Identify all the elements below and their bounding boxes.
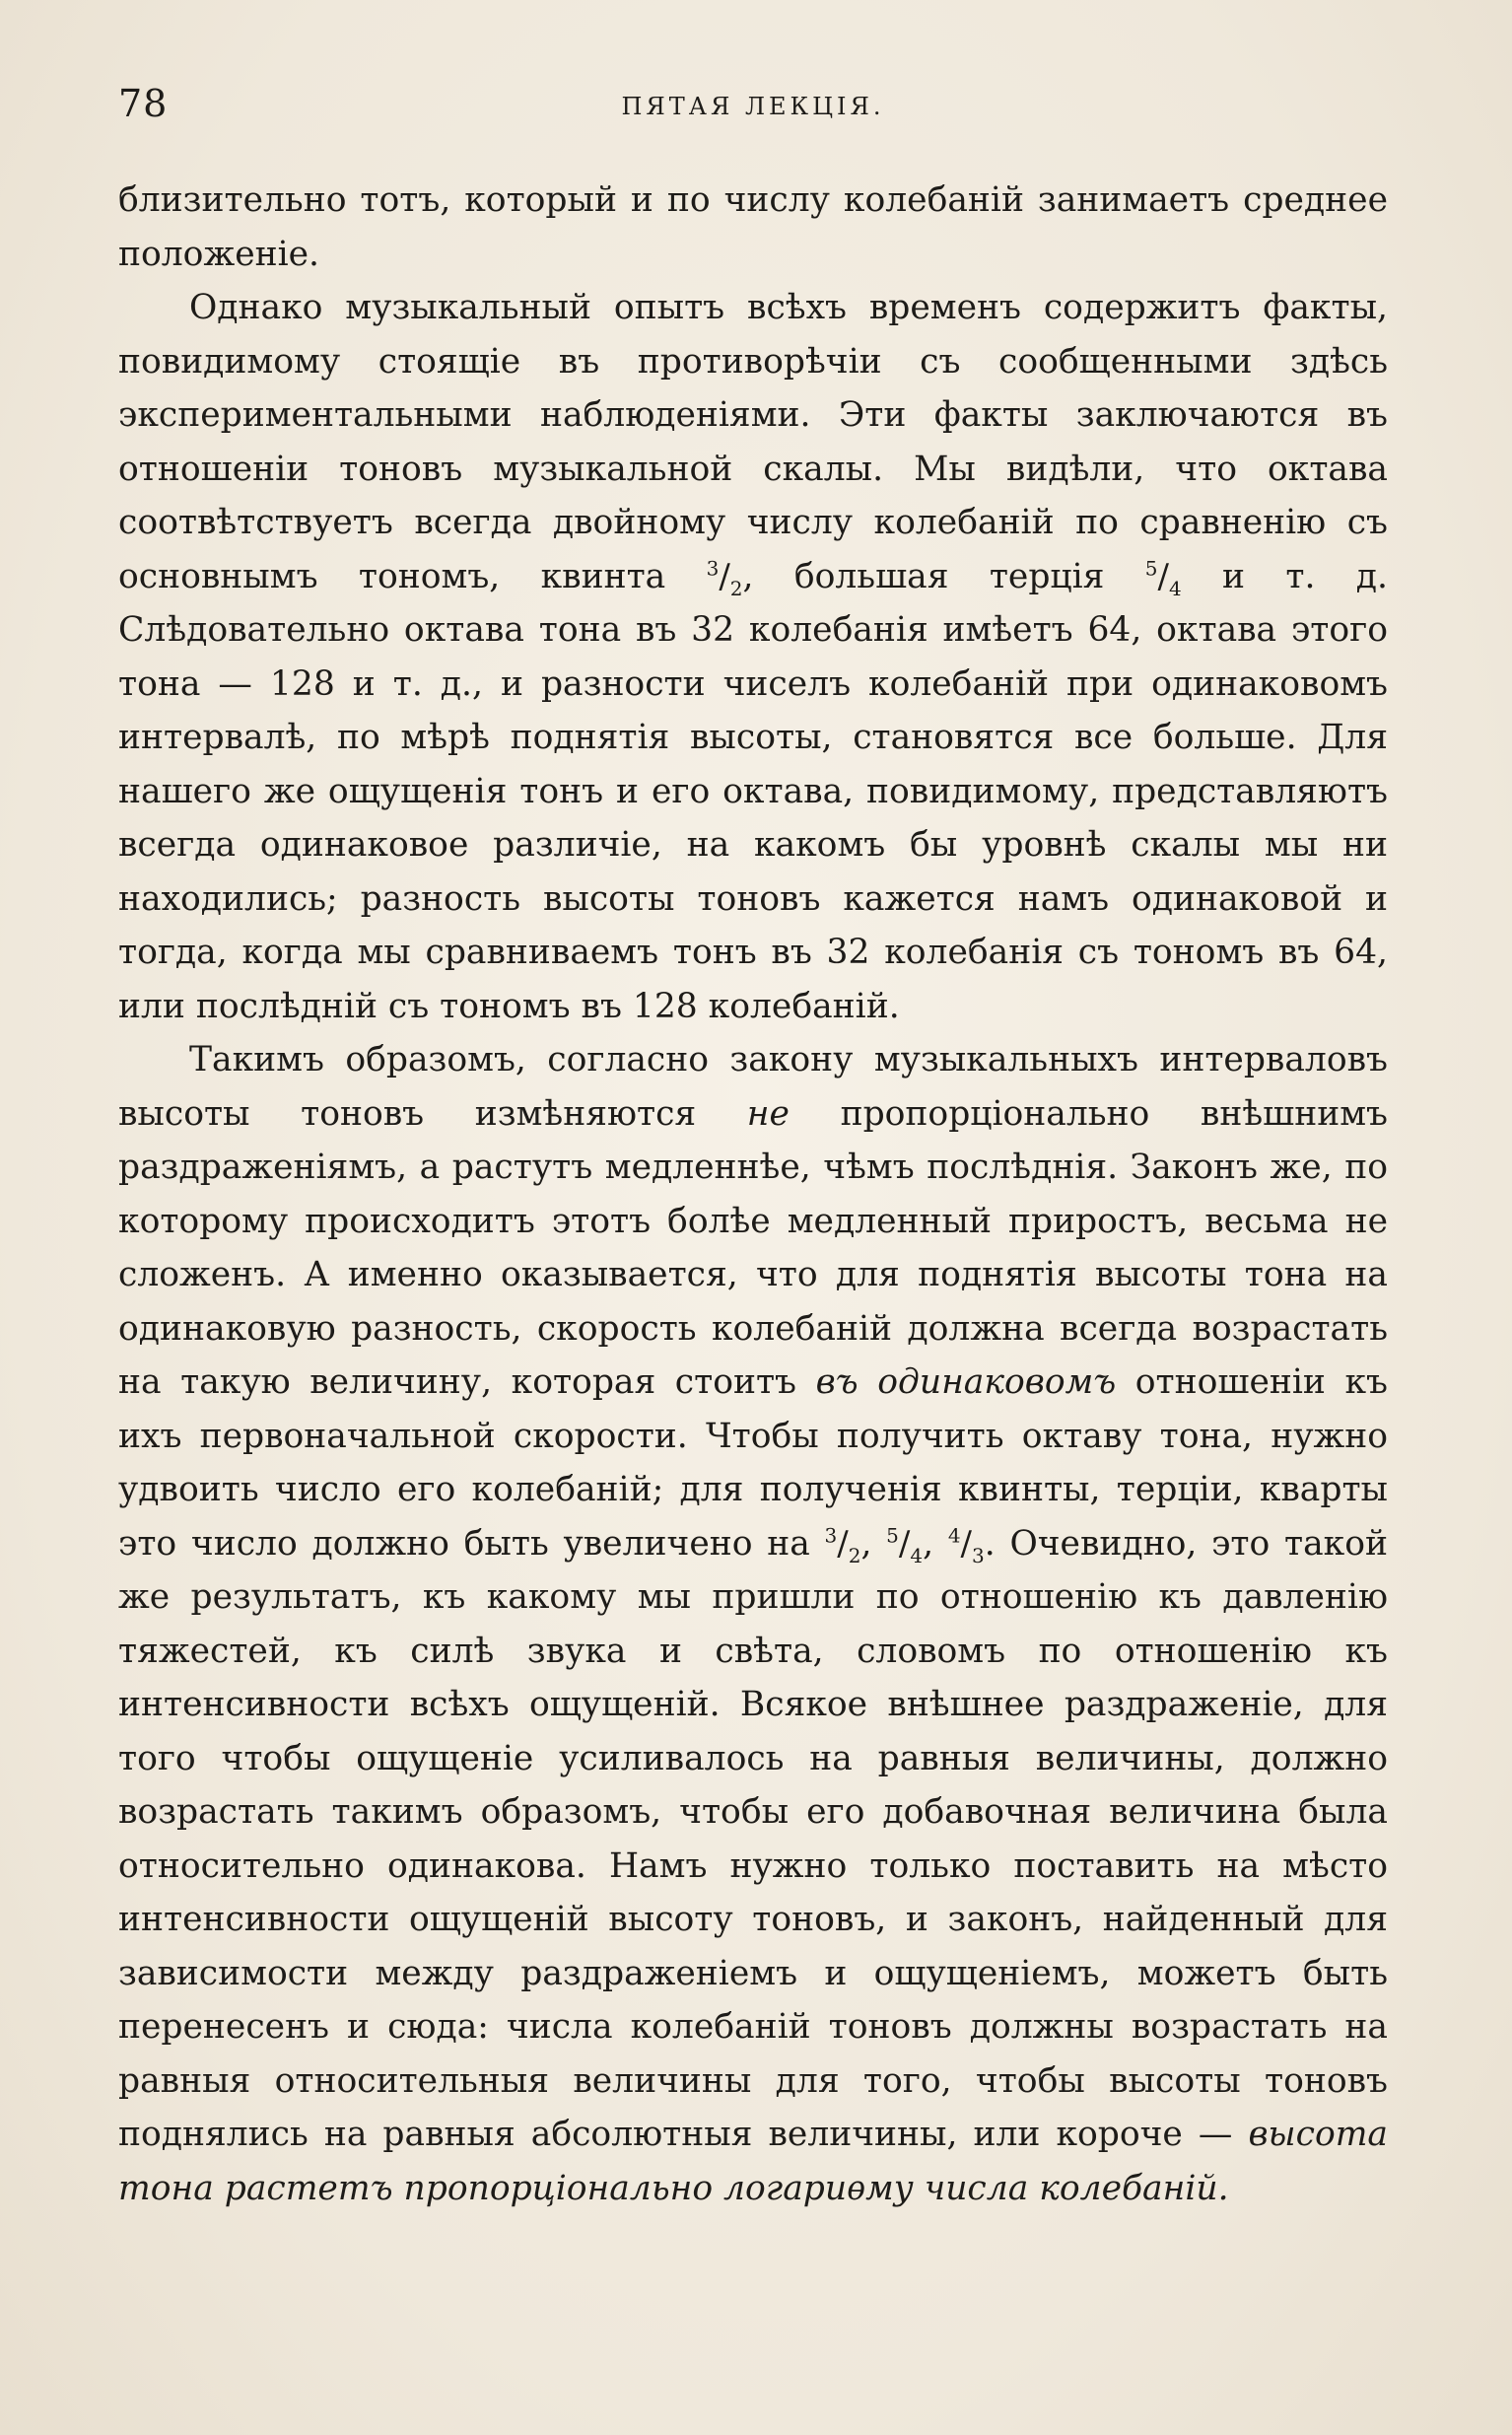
fraction-list-2-denominator: 4	[910, 1543, 924, 1567]
fraction-list-3-denominator: 3	[972, 1543, 985, 1567]
fraction-third-denominator: 4	[1168, 576, 1182, 600]
fraction-third: $^5/_4$	[1144, 556, 1182, 600]
page-number: 78	[118, 82, 169, 125]
paragraph-2	[118, 281, 1388, 1033]
fraction-quint-denominator: 2	[729, 576, 743, 600]
fraction-quint: $^3/_2$	[706, 556, 743, 600]
emphasis-ne: не	[746, 1093, 790, 1134]
body-text	[118, 174, 1388, 2215]
emphasis-conclusion: высота тона растетъ пропорціонально логариѳму числа колебаній.	[118, 2115, 1388, 2208]
running-head: ПЯТАЯ ЛЕКЦІЯ.	[621, 93, 885, 120]
fraction-list-2: $^5/_4$	[886, 1523, 924, 1567]
page-header	[118, 79, 1388, 128]
fraction-list-3-numerator: 4	[947, 1523, 961, 1547]
paragraph-3-part-d: . Очевидно, это такой же результатъ, къ какому мы пришли по отношенію къ давленію тяжестей, къ силѣ звука и свѣта, словомъ по отношенію къ интенсивности всѣхъ ощущеній. Всякое внѣшнее раздраженіе, для того чтобы ощущеніе усиливалось на равныя величины, должно возрастать такимъ образомъ, чтобы его добавочная величина была относительно одинакова. Намъ нужно только поставить на мѣсто интенсивности ощущеній высоту тоновъ, и законъ, найденный для зависимости между раздраженіемъ и ощущеніемъ, можетъ быть перенесенъ и сюда: числа колебаній тоновъ должны возрастать на равныя относительныя величины для того, чтобы высоты тоновъ поднялись на равныя абсолютныя величины, или короче —	[118, 1523, 1388, 2154]
emphasis-same-ratio: въ одинаковомъ	[815, 1362, 1117, 1402]
paragraph-2-part-a: Однако музыкальный опытъ всѣхъ временъ содержитъ факты, повидимому стоящіе въ противорѣчіи съ сообщенными здѣсь экспериментальными наблюденіями. Эти факты заключаются въ отношеніи тоновъ музыкальной скалы. Мы видѣли, что октава соотвѣтствуетъ всегда двойному числу колебаній по сравненію съ основнымъ тономъ, квинта	[118, 288, 1388, 596]
fraction-third-numerator: 5	[1144, 556, 1158, 580]
paragraph-1	[118, 174, 1388, 281]
fraction-list-1: $^3/_2$	[824, 1523, 861, 1567]
paragraph-1-text: близительно тотъ, который и по числу колебаній занимаетъ среднее положеніе.	[118, 180, 1388, 274]
fraction-separator-1: ,	[860, 1523, 887, 1564]
paragraph-3	[118, 1033, 1388, 2215]
fraction-list-3: $^4/_3$	[947, 1523, 985, 1567]
fraction-list-1-denominator: 2	[848, 1543, 861, 1567]
paragraph-2-part-b: , большая терція	[742, 556, 1145, 596]
paragraph-3-part-a: Такимъ образомъ, согласно закону музыкальныхъ интерваловъ высоты тоновъ измѣняются	[118, 1040, 1388, 1134]
paragraph-2-part-c: и т. д. Слѣдовательно октава тона въ 32 колебанія имѣетъ 64, октава этого тона — 128 и т. д., и разности чиселъ колебаній при одинаковомъ интервалѣ, по мѣрѣ поднятія высоты, становятся все больше. Для нашего же ощущенія тонъ и его октава, повидимому, представляютъ всегда одинаковое различіе, на какомъ бы уровнѣ скалы мы ни находились; разность высоты тоновъ кажется намъ одинаковой и тогда, когда мы сравниваемъ тонъ въ 32 колебанія съ тономъ въ 64, или послѣдній съ тономъ въ 128 колебаній.	[118, 556, 1389, 1026]
fraction-list-2-numerator: 5	[886, 1523, 899, 1547]
fraction-separator-2: ,	[923, 1523, 948, 1564]
fraction-list-1-numerator: 3	[824, 1523, 838, 1547]
paragraph-3-part-c: отношеніи къ ихъ первоначальной скорости. Чтобы получить октаву тона, нужно удвоить число его колебаній; для полученія квинты, терціи, кварты это число должно быть увеличено на	[118, 1362, 1388, 1564]
paragraph-3-part-b: пропорціонально внѣшнимъ раздраженіямъ, а растутъ медленнѣе, чѣмъ послѣднія. Законъ же, по которому происходитъ этотъ болѣе медленный приростъ, весьма не сложенъ. А именно оказывается, что для поднятія высоты тона на одинаковую разность, скорость колебаній должна всегда возрастать на такую величину, которая стоитъ	[118, 1093, 1388, 1402]
fraction-quint-numerator: 3	[706, 556, 720, 580]
